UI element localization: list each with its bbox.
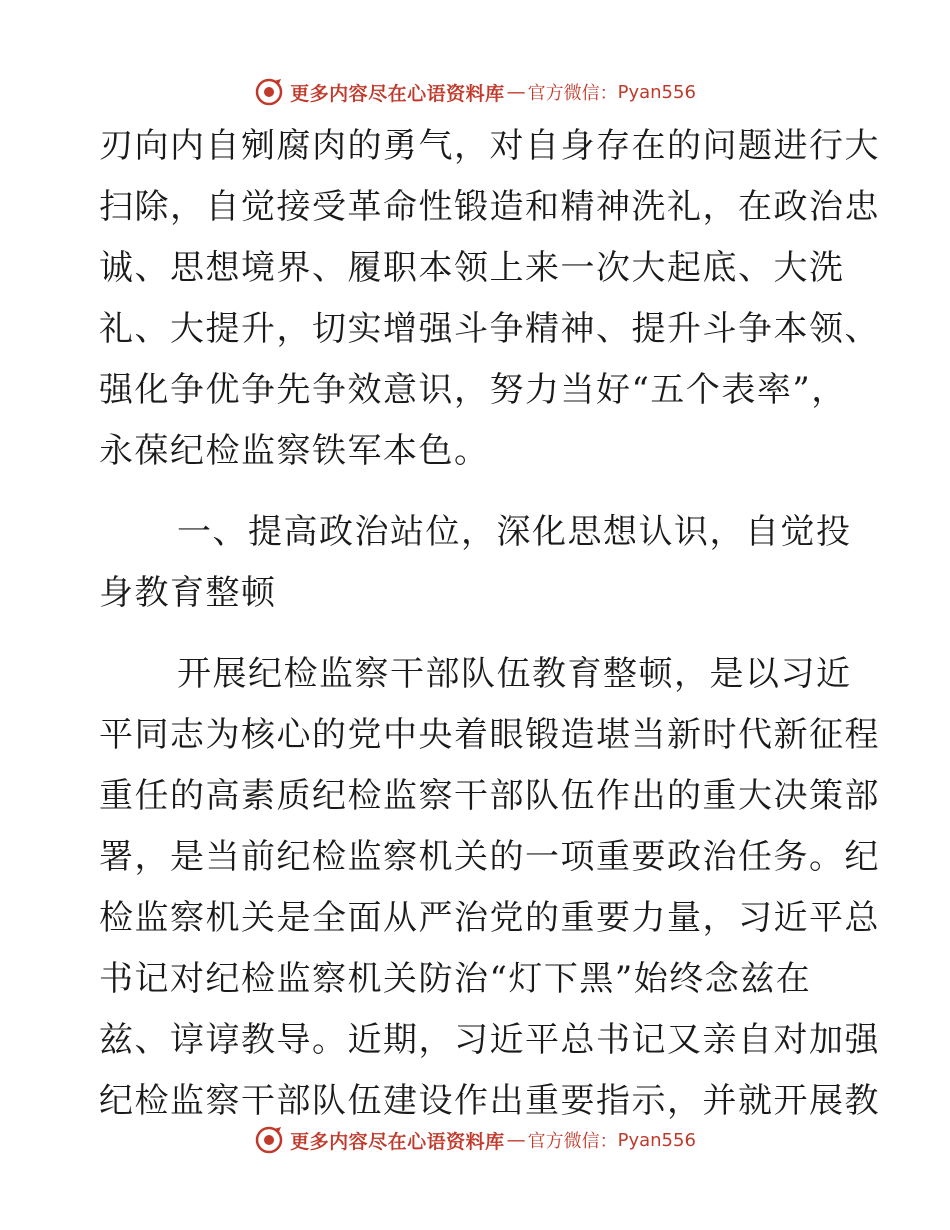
text-line: 兹、谆谆教导。近期，习近平总书记又亲自对加强 xyxy=(99,1020,880,1060)
heading-line: 一、提高政治站位，深化思想认识，自觉投 xyxy=(177,512,852,552)
watermark-text: 更多内容尽在心语资料库 xyxy=(290,82,505,105)
footer-watermark xyxy=(0,1120,950,1160)
watermark-separator: — xyxy=(506,1129,526,1151)
text-line: 诚、思想境界、履职本领上来一次大起底、大洗 xyxy=(99,248,845,288)
paragraph xyxy=(99,116,880,482)
text-line: 书记对纪检监察机关防治“灯下黑”始终念兹在 xyxy=(99,959,812,999)
text-line: 永葆纪检监察铁军本色。 xyxy=(99,431,490,471)
text-line: 刃向内自剜腐肉的勇气，对自身存在的问题进行大 xyxy=(99,126,880,166)
text-line: 平同志为核心的党中央着眼锻造堪当新时代新征程 xyxy=(99,715,880,755)
header-watermark xyxy=(0,72,950,112)
document-body xyxy=(99,116,880,1132)
section-heading xyxy=(99,502,859,624)
text-line: 强化争优争先争效意识，努力当好“五个表率”， xyxy=(99,370,847,410)
text-line: 重任的高素质纪检监察干部队伍作出的重大决策部 xyxy=(99,776,880,816)
watermark-wechat-id: Pyan556 xyxy=(617,1129,696,1151)
watermark-label: 官方微信： xyxy=(527,83,618,104)
text-line: 扫除，自觉接受革命性锻造和精神洗礼，在政治忠 xyxy=(99,187,880,227)
watermark-text: 更多内容尽在心语资料库 xyxy=(290,1130,505,1153)
quill-logo-icon xyxy=(254,77,284,107)
heading-line: 身教育整顿 xyxy=(99,573,277,613)
text-line: 纪检监察干部队伍建设作出重要指示，并就开展教 xyxy=(99,1081,880,1121)
text-line: 署，是当前纪检监察机关的一项重要政治任务。纪 xyxy=(99,837,880,877)
watermark-separator: — xyxy=(506,81,526,103)
quill-logo-icon xyxy=(254,1125,284,1155)
text-line: 检监察机关是全面从严治党的重要力量，习近平总 xyxy=(99,898,880,938)
watermark-wechat-id: Pyan556 xyxy=(617,81,696,103)
text-line: 开展纪检监察干部队伍教育整顿，是以习近 xyxy=(177,654,852,694)
watermark-label: 官方微信： xyxy=(527,1131,618,1152)
paragraph xyxy=(99,644,880,1132)
text-line: 礼、大提升，切实增强斗争精神、提升斗争本领、 xyxy=(99,309,880,349)
